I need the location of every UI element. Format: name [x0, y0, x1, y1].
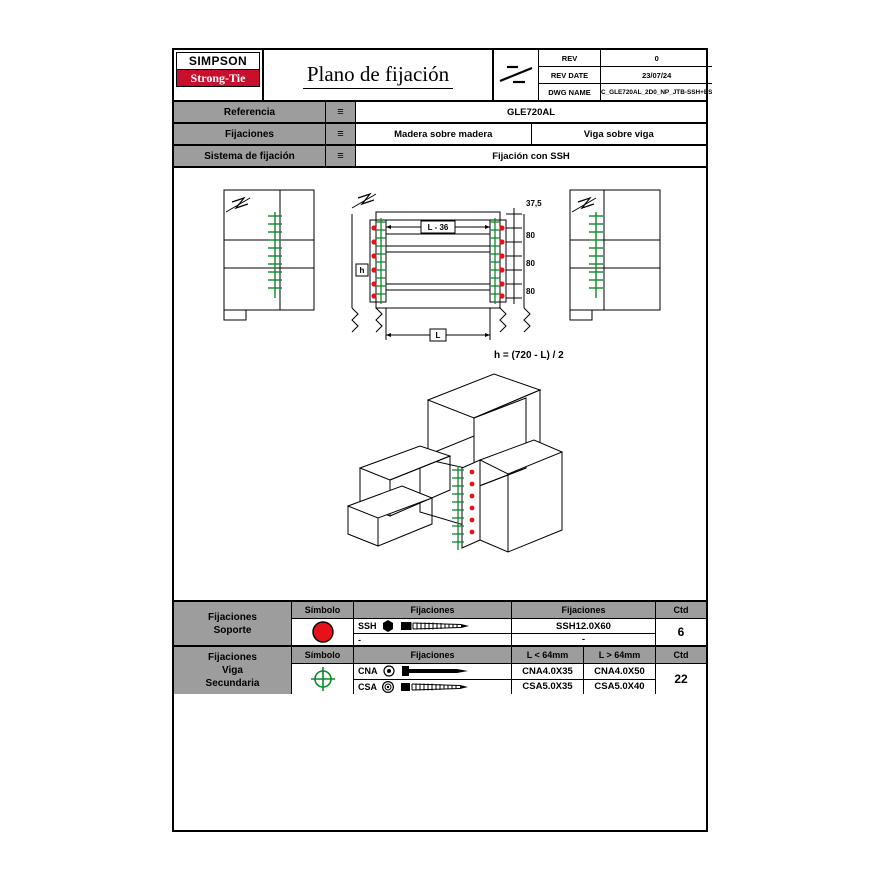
round-head-icon: [382, 664, 396, 678]
table-viga-header: [292, 647, 706, 664]
info-eq-sistema: ≡: [326, 146, 356, 166]
fastener-name-cna: CNA: [358, 666, 378, 677]
dwgname-row: [539, 84, 712, 100]
company-logo: [174, 50, 264, 100]
green-crosshair-symbol: [292, 664, 354, 694]
left-side-view: [224, 190, 314, 320]
header-ctd-2: Ctd: [673, 650, 689, 660]
nail-icon: [400, 664, 478, 678]
isometric-view: [348, 374, 562, 552]
fastener-name-empty: -: [358, 634, 361, 645]
dim-80-a: 80: [526, 231, 535, 240]
red-dot-symbol: [292, 619, 354, 645]
fastener-csa-gt64: CSA5.0X40: [594, 681, 645, 693]
dim-label-L: L: [435, 331, 441, 340]
header-l-lt64: L < 64mm: [512, 647, 584, 663]
header-ctd: Ctd: [673, 605, 689, 615]
fastener-value-empty: -: [581, 634, 586, 645]
table-viga-title-line3: Secundaria: [205, 678, 260, 689]
logo-simpson-text: SIMPSON: [176, 52, 260, 70]
fastener-cna-gt64: CNA4.0X50: [594, 665, 645, 677]
info-value-fijaciones-a: Madera sobre madera: [356, 124, 532, 144]
sheet-title-text: Plano de fijación: [303, 62, 453, 89]
info-row-referencia: [174, 102, 706, 124]
info-value-fijaciones-b: Viga sobre viga: [583, 128, 654, 140]
table-fijaciones-viga-secundaria: [174, 647, 706, 694]
table-viga-title-line1: Fijaciones: [208, 652, 257, 663]
right-side-view: [570, 190, 660, 320]
table-viga-title-line2: Viga: [222, 665, 243, 676]
table-soporte-title: [174, 602, 292, 645]
table-soporte-header: [292, 602, 706, 619]
dwgname-value: C_GLE720AL_2D0_NP_JTB-SSH+ES: [601, 88, 713, 96]
washer-head-icon: [381, 680, 395, 694]
screw-icon: [399, 680, 477, 694]
dim-375: 37,5: [526, 199, 542, 208]
table-row: [354, 680, 655, 695]
dwgname-label: DWG NAME: [539, 84, 601, 100]
fastener-cell-ssh: [354, 619, 512, 633]
header-simbolo: Símbolo: [292, 602, 354, 618]
info-row-fijaciones: [174, 124, 706, 146]
table-viga-ctd: 22: [674, 672, 688, 686]
dim-80-b: 80: [526, 259, 535, 268]
header-fijaciones-3: Fijaciones: [354, 647, 512, 663]
sheet-title: [264, 50, 494, 100]
table-row: [354, 664, 655, 680]
table-soporte-ctd: 6: [677, 625, 685, 639]
table-row: [354, 634, 655, 645]
fastener-cell-cna: [354, 664, 512, 679]
projection-symbol-icon: [494, 50, 539, 100]
header-fijaciones-1: Fijaciones: [354, 602, 512, 618]
title-block: [174, 50, 713, 102]
fastener-cell-empty: [354, 634, 512, 645]
dim-label-L36: L - 36: [427, 223, 449, 232]
info-label-referencia: Referencia: [174, 102, 326, 122]
info-row-sistema: [174, 146, 706, 168]
dim-label-h: h: [359, 266, 365, 275]
fastener-cell-csa: [354, 680, 512, 695]
info-eq-fijaciones: ≡: [326, 124, 356, 144]
header-l-gt64: L > 64mm: [584, 647, 656, 663]
revdate-row: [539, 67, 712, 84]
info-eq-referencia: ≡: [326, 102, 356, 122]
info-label-sistema: Sistema de fijación: [174, 146, 326, 166]
info-value-sistema: Fijación con SSH: [492, 150, 570, 162]
rev-row: [539, 50, 712, 67]
info-value-referencia: GLE720AL: [506, 106, 556, 118]
revdate-label: REV DATE: [539, 67, 601, 83]
table-fijaciones-soporte: [174, 602, 706, 647]
fastener-csa-lt64: CSA5.0X35: [512, 680, 584, 695]
fastener-cna-lt64: CNA4.0X35: [512, 664, 584, 679]
table-row: [354, 619, 655, 634]
technical-drawing: [174, 168, 706, 600]
height-formula: h = (720 - L) / 2: [494, 350, 564, 361]
title-meta-block: [494, 50, 713, 100]
fastener-value-ssh: SSH12.0X60: [556, 620, 611, 632]
logo-strongtie-text: Strong-Tie: [176, 70, 260, 87]
hex-head-icon: [381, 619, 395, 633]
screw-icon: [399, 619, 477, 633]
header-simbolo-2: Símbolo: [292, 647, 354, 663]
rev-label: REV: [539, 50, 601, 66]
fastener-name-ssh: SSH: [358, 621, 377, 631]
rev-value: 0: [654, 53, 659, 63]
drawing-sheet: [172, 48, 713, 832]
info-label-fijaciones: Fijaciones: [174, 124, 326, 144]
table-soporte-title-line2: Soporte: [213, 624, 252, 636]
revdate-value: 23/07/24: [642, 70, 672, 80]
header-fijaciones-2: Fijaciones: [512, 602, 656, 618]
drawing-area: [174, 168, 706, 602]
table-soporte-title-line1: Fijaciones: [208, 611, 257, 623]
dim-80-c: 80: [526, 287, 535, 296]
front-view: [352, 194, 542, 341]
fastener-name-csa: CSA: [358, 681, 378, 692]
table-viga-title: [174, 647, 292, 694]
